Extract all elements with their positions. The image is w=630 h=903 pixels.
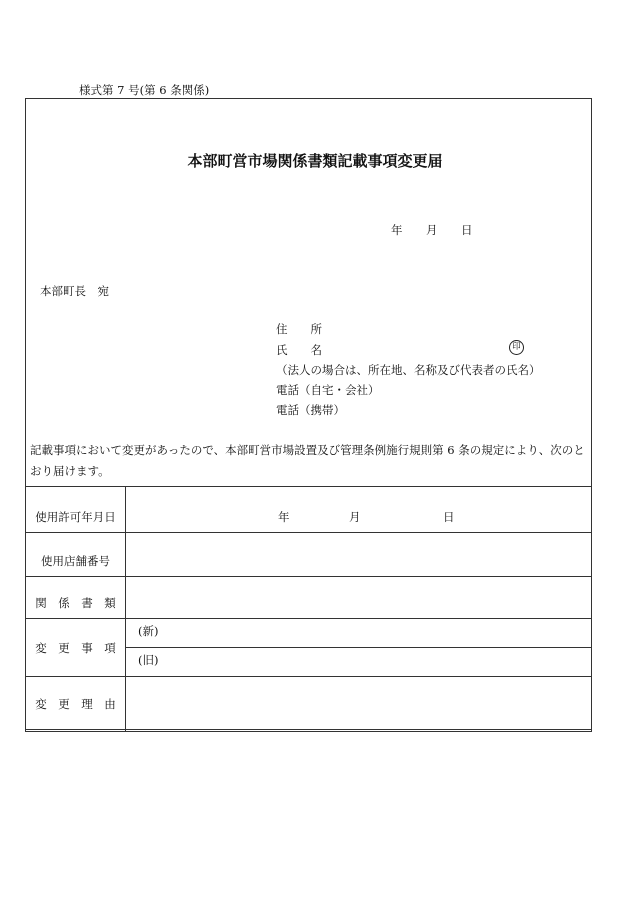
permit-day: 日 [443,510,455,524]
change-old-field[interactable] [126,648,592,677]
permit-year: 年 [278,510,290,524]
permit-date-field[interactable] [126,487,592,533]
date-month: 月 [426,223,438,237]
permit-date-label: 使用許可年月日 [26,487,126,533]
new-label: (新) [138,624,159,638]
reason-row [26,677,592,732]
corporate-note: （法人の場合は、所在地、名称及び代表者の氏名） [276,363,541,377]
changes-label: 変 更 事 項 [26,619,126,677]
store-number-field[interactable] [126,533,592,577]
seal-mark: 印 [509,340,524,355]
permit-date-row [26,487,592,533]
documents-row [26,577,592,619]
documents-label: 関 係 書 類 [26,577,126,619]
form-title: 本部町営市場関係書類記載事項変更届 [187,152,443,170]
reason-field[interactable] [126,677,592,732]
change-new-row [26,619,592,648]
change-new-field[interactable] [126,619,592,648]
address-label: 住 所 [276,322,322,336]
reason-label: 変 更 理 由 [26,677,126,732]
permit-month: 月 [349,510,361,524]
addressee: 本部町長 宛 [40,284,109,298]
form-code: 様式第 7 号(第 6 条関係) [79,83,210,97]
name-label: 氏 名 [276,343,322,357]
date-year: 年 [391,223,403,237]
phone-home-label: 電話（自宅・会社） [276,383,380,397]
store-number-row [26,533,592,577]
form-table [25,486,592,732]
phone-mobile-label: 電話（携帯） [276,403,345,417]
date-day: 日 [461,223,473,237]
store-number-label: 使用店舗番号 [26,533,126,577]
old-label: (旧) [138,653,159,667]
notification-body: 記載事項において変更があったので、本部町営市場設置及び管理条例施行規則第 6 条の規定により、次のとおり届けます。 [30,443,585,478]
documents-field[interactable] [126,577,592,619]
